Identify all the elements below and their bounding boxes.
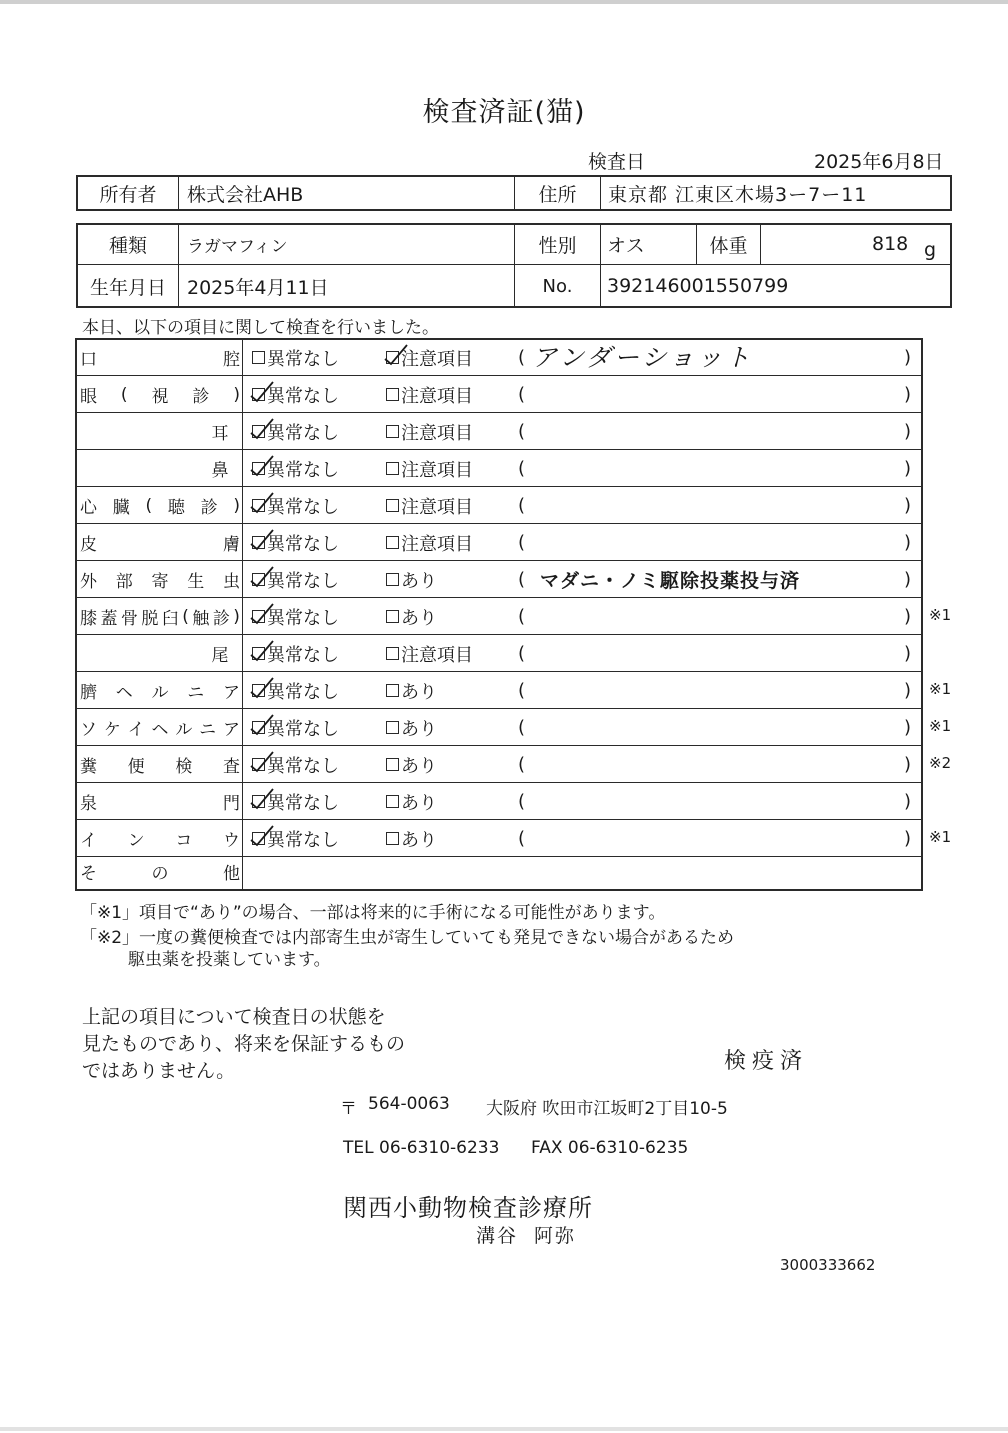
item-label: 鼻 (211, 461, 229, 481)
option-normal-label: 異常なし (267, 829, 339, 851)
item-label: 口 腔 (80, 350, 240, 370)
paren-close: ) (904, 717, 912, 738)
paren-close: ) (904, 458, 912, 479)
option-caution[interactable] (386, 450, 473, 487)
item-label: 外 部 寄 生 虫 (80, 572, 240, 592)
option-caution-label: 注意項目 (401, 385, 473, 407)
option-caution[interactable] (386, 635, 473, 672)
check-mark-icon (249, 380, 275, 404)
option-present-label: あり (401, 607, 437, 629)
option-normal[interactable] (252, 709, 339, 746)
option-present[interactable] (386, 561, 437, 598)
option-normal-label: 異常なし (267, 348, 339, 370)
option-normal-label: 異常なし (267, 718, 339, 740)
option-caution[interactable] (386, 339, 473, 376)
paren-open: ( (518, 791, 526, 812)
table-row (76, 339, 922, 376)
paren-open: ( (518, 421, 526, 442)
option-normal[interactable] (252, 450, 339, 487)
check-mark-icon (249, 639, 275, 663)
option-caution-checkbox[interactable] (386, 647, 399, 660)
table-row (76, 709, 922, 746)
table-row (76, 487, 922, 524)
option-normal-label: 異常なし (267, 496, 339, 518)
breed-label: 種類 (108, 234, 147, 257)
option-normal[interactable] (252, 561, 339, 598)
option-present-label: あり (401, 570, 437, 592)
paren-close: ) (904, 828, 912, 849)
check-mark-icon (249, 787, 275, 811)
paren-open: ( (518, 569, 526, 590)
option-normal-label: 異常なし (267, 422, 339, 444)
option-normal-label: 異常なし (267, 755, 339, 777)
option-normal-checkbox[interactable] (252, 647, 265, 660)
option-caution[interactable] (386, 413, 473, 450)
check-mark-icon (383, 343, 409, 367)
item-label: 糞 便 検 査 (80, 757, 240, 777)
table-row (76, 450, 922, 487)
quarantine-stamp: 検疫済 (724, 1049, 809, 1074)
check-mark-icon (249, 528, 275, 552)
option-normal[interactable] (252, 746, 339, 783)
paren-open: ( (518, 717, 526, 738)
option-present-label: あり (401, 792, 437, 814)
option-normal-checkbox[interactable] (252, 536, 265, 549)
check-mark-icon (249, 602, 275, 626)
option-normal-checkbox[interactable] (252, 721, 265, 734)
paren-open: ( (518, 384, 526, 405)
footnote-mark: ※2 (929, 754, 952, 772)
breed-value: ラガマフィン (187, 236, 288, 257)
paren-open: ( (518, 754, 526, 775)
svg-text:アンダーショット: アンダーショット (532, 343, 754, 372)
option-normal-label: 異常なし (267, 681, 339, 703)
option-normal-checkbox[interactable] (252, 388, 265, 401)
handwritten-note-mouth (528, 337, 788, 373)
option-present-checkbox[interactable] (386, 573, 399, 586)
check-mark-icon (249, 824, 275, 848)
paren-close: ) (904, 791, 912, 812)
table-row (76, 413, 922, 450)
option-normal-checkbox[interactable] (252, 758, 265, 771)
option-caution-label: 注意項目 (401, 459, 473, 481)
option-normal[interactable] (252, 783, 339, 820)
item-label: 眼 ( 視 診 ) (80, 384, 240, 407)
disclaimer-line-2: 見たものであり、将来を保証するもの (82, 1033, 406, 1055)
check-mark-icon (249, 565, 275, 589)
option-present-label: あり (401, 718, 437, 740)
item-note: マダニ・ノミ駆除投薬投与済 (540, 570, 801, 592)
paren-open: ( (518, 643, 526, 664)
option-normal-label: 異常なし (267, 459, 339, 481)
table-row (76, 783, 922, 820)
sex-value: オス (607, 234, 645, 257)
no-label: No. (542, 275, 573, 297)
postal-mark: 〒 (340, 1099, 357, 1119)
option-caution-checkbox[interactable] (386, 462, 399, 475)
birth-value: 2025年4月11日 (187, 276, 329, 299)
option-present[interactable] (386, 672, 437, 709)
item-label: 泉 門 (80, 794, 240, 814)
option-caution-checkbox[interactable] (386, 351, 399, 364)
paren-close: ) (904, 421, 912, 442)
check-mark-icon (249, 454, 275, 478)
item-label: イ ン コ ウ (80, 831, 240, 851)
option-normal[interactable] (252, 376, 339, 413)
option-caution[interactable] (386, 524, 473, 561)
footnote-mark: ※1 (929, 606, 952, 624)
table-row (76, 376, 922, 413)
option-normal-checkbox[interactable] (252, 499, 265, 512)
option-normal-label: 異常なし (267, 570, 339, 592)
check-mark-icon (249, 676, 275, 700)
serial-number: 3000333662 (780, 1256, 876, 1274)
table-row (76, 524, 922, 561)
footnote-mark: ※1 (929, 828, 952, 846)
footnote-2-line2: 駆虫薬を投薬しています。 (128, 950, 331, 970)
item-label: 耳 (211, 424, 229, 444)
weight-unit: g (924, 239, 937, 261)
check-mark-icon (249, 417, 275, 441)
option-present[interactable] (386, 709, 437, 746)
option-caution-checkbox[interactable] (386, 536, 399, 549)
issuer-address: 大阪府 吹田市江坂町2丁目10-5 (486, 1099, 728, 1119)
option-normal[interactable] (252, 524, 339, 561)
option-present-label: あり (401, 755, 437, 777)
item-label: 尾 (211, 646, 229, 666)
option-normal-checkbox[interactable] (252, 610, 265, 623)
exam-date-value: 2025年6月8日 (814, 151, 944, 173)
address-label: 住所 (538, 183, 577, 206)
paren-close: ) (904, 680, 912, 701)
option-present-label: あり (401, 829, 437, 851)
item-label: 膝 蓋 骨 脱 臼 ( 触 診 ) (80, 606, 240, 629)
birth-label: 生年月日 (89, 276, 166, 299)
table-row (76, 598, 922, 635)
option-present-checkbox[interactable] (386, 721, 399, 734)
paren-open: ( (518, 495, 526, 516)
option-present[interactable] (386, 783, 437, 820)
paren-open: ( (518, 606, 526, 627)
option-normal[interactable] (252, 820, 339, 857)
intro-text: 本日、以下の項目に関して検査を行いました。 (82, 318, 439, 338)
paren-open: ( (518, 828, 526, 849)
postal-code: 564-0063 (368, 1094, 450, 1114)
disclaimer-line-3: ではありません。 (82, 1060, 236, 1082)
document-title: 検査済証(猫) (422, 97, 586, 128)
option-normal[interactable] (252, 487, 339, 524)
paren-close: ) (904, 569, 912, 590)
issuer-name: 関西小動物検査診療所 (343, 1194, 593, 1222)
check-mark-icon (249, 750, 275, 774)
owner-value: 株式会社AHB (187, 183, 304, 206)
option-caution-label: 注意項目 (401, 422, 473, 444)
scan-top-edge (0, 0, 1008, 4)
paren-close: ) (904, 347, 912, 368)
paren-open: ( (518, 347, 526, 368)
option-present-label: あり (401, 681, 437, 703)
option-normal[interactable] (252, 635, 339, 672)
weight-value: 818 (872, 233, 909, 255)
paren-close: ) (904, 384, 912, 405)
table-row (76, 820, 922, 857)
option-normal-label: 異常なし (267, 533, 339, 555)
option-present-checkbox[interactable] (386, 832, 399, 845)
option-normal-checkbox[interactable] (252, 351, 265, 364)
option-present[interactable] (386, 746, 437, 783)
option-normal-label: 異常なし (267, 385, 339, 407)
paren-open: ( (518, 680, 526, 701)
check-mark-icon (249, 491, 275, 515)
paren-close: ) (904, 606, 912, 627)
table-row (76, 746, 922, 783)
paren-open: ( (518, 458, 526, 479)
item-label: 臍 ヘ ル ニ ア (80, 683, 240, 703)
option-normal-label: 異常なし (267, 644, 339, 666)
option-present[interactable] (386, 820, 437, 857)
footnote-2-line1: 「※2」一度の糞便検査では内部寄生虫が寄生していても発見できない場合があるため (80, 928, 735, 948)
item-label: 皮 膚 (80, 535, 240, 555)
table-row (76, 672, 922, 709)
paren-close: ) (904, 495, 912, 516)
paren-close: ) (904, 532, 912, 553)
option-present-checkbox[interactable] (386, 684, 399, 697)
disclaimer-line-1: 上記の項目について検査日の状態を (82, 1006, 386, 1028)
footnote-1: 「※1」項目で“あり”の場合、一部は将来的に手術になる可能性があります。 (80, 903, 666, 923)
item-label: ソ ケ イ ヘ ル ニ ア (80, 720, 240, 740)
paren-open: ( (518, 532, 526, 553)
option-caution-label: 注意項目 (401, 644, 473, 666)
option-caution-label: 注意項目 (401, 348, 473, 370)
option-normal[interactable] (252, 598, 339, 635)
option-normal[interactable] (252, 672, 339, 709)
weight-label: 体重 (709, 234, 748, 257)
option-normal-label: 異常なし (267, 607, 339, 629)
footnote-mark: ※1 (929, 680, 952, 698)
option-caution-checkbox[interactable] (386, 499, 399, 512)
option-caution-checkbox[interactable] (386, 425, 399, 438)
table-row-other (76, 853, 922, 890)
option-caution[interactable] (386, 487, 473, 524)
option-present-checkbox[interactable] (386, 795, 399, 808)
item-label: 心 臓 ( 聴 診 ) (80, 495, 240, 518)
option-normal-checkbox[interactable] (252, 573, 265, 586)
no-value: 392146001550799 (607, 275, 789, 297)
exam-date-label: 検査日 (588, 151, 646, 173)
footnote-mark: ※1 (929, 717, 952, 735)
table-row (76, 635, 922, 672)
option-caution[interactable] (386, 376, 473, 413)
option-normal-label: 異常なし (267, 792, 339, 814)
issuer-tel: TEL 06-6310-6233 (343, 1138, 500, 1158)
option-normal-checkbox[interactable] (252, 462, 265, 475)
owner-label: 所有者 (99, 183, 157, 206)
issuer-fax: FAX 06-6310-6235 (531, 1138, 689, 1158)
table-row (76, 561, 922, 598)
sex-label: 性別 (538, 234, 577, 257)
option-present[interactable] (386, 598, 437, 635)
option-normal-checkbox[interactable] (252, 832, 265, 845)
check-mark-icon (249, 713, 275, 737)
option-caution-label: 注意項目 (401, 496, 473, 518)
address-value: 東京都 江東区木場3ー7ー11 (608, 183, 868, 206)
scan-bottom-edge (0, 1427, 1008, 1431)
option-caution-checkbox[interactable] (386, 388, 399, 401)
option-present-checkbox[interactable] (386, 758, 399, 771)
option-normal-checkbox[interactable] (252, 684, 265, 697)
paren-close: ) (904, 754, 912, 775)
issuer-person: 溝谷 阿弥 (476, 1225, 577, 1247)
paren-close: ) (904, 643, 912, 664)
option-normal-checkbox[interactable] (252, 425, 265, 438)
option-caution-label: 注意項目 (401, 533, 473, 555)
option-normal[interactable] (252, 413, 339, 450)
option-present-checkbox[interactable] (386, 610, 399, 623)
item-label-other: そ の 他 (80, 864, 240, 884)
option-normal[interactable] (252, 339, 339, 376)
option-normal-checkbox[interactable] (252, 795, 265, 808)
